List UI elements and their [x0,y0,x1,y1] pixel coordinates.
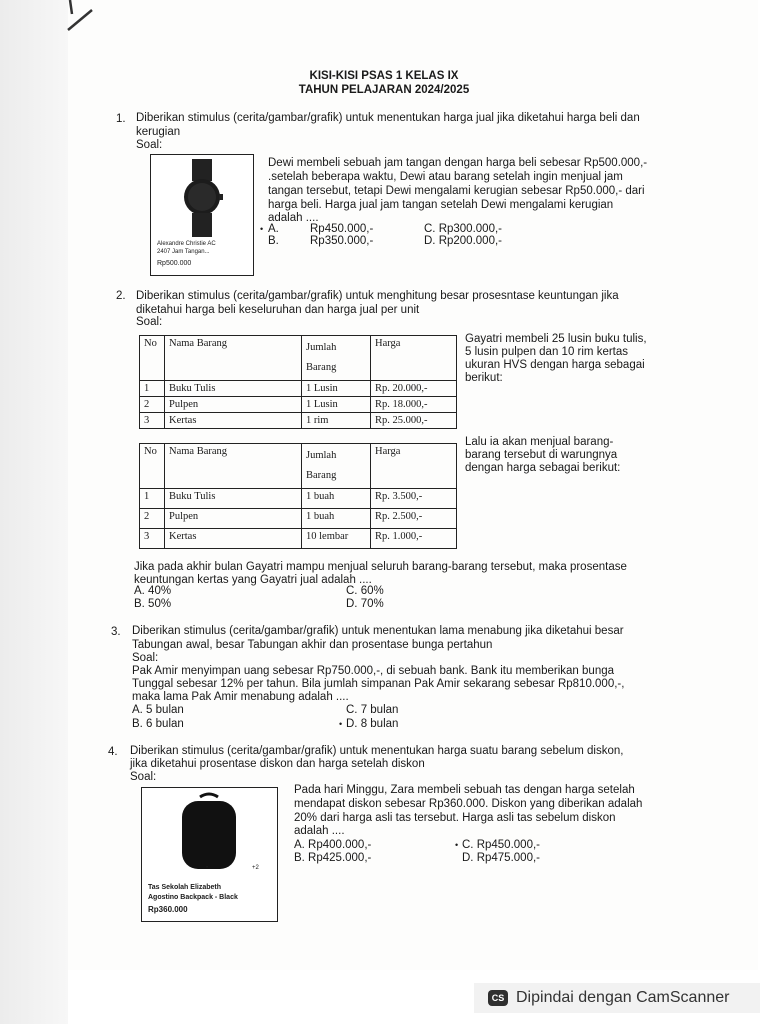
q1-watch-image [150,154,254,276]
q1-option-b-label: B. [268,235,279,247]
q3-option-a: A. 5 bulan [132,704,184,716]
q4-image-caption2: Agostino Backpack - Black [148,894,238,901]
q1-image-caption2: 2407 Jam Tangan... [157,249,210,255]
q2-number: 2. [116,290,126,302]
q4-text-line2: mendapat diskon sebesar Rp360.000. Diskon yang diberikan adalah [294,798,643,810]
q2-side-text2-line1: Lalu ia akan menjual barang- [465,436,614,448]
q1-number: 1. [116,113,126,125]
q3-number: 3. [111,626,121,638]
table1-header-no: No [140,336,165,381]
q1-option-c: C. Rp300.000,- [424,223,502,235]
purchase-price-table [139,335,457,429]
backpack-icon [174,791,244,871]
q4-image-caption1: Tas Sekolah Elizabeth [148,884,222,891]
q4-text-line4: adalah .... [294,825,345,837]
table-row: 1 Buku Tulis 1 buah Rp. 3.500,- [140,489,457,509]
q1-option-a: Rp450.000,- [310,223,374,235]
table1-header-qty: Jumlah Barang [302,336,371,381]
q1-text-line4: harga beli. Harga jual jam tangan setelah Dewi mengalami kerugian [268,199,614,211]
q2-indicator-line1: Diberikan stimulus (cerita/gambar/grafik) untuk menghitung besar prosesntase keuntungan jika [136,290,619,302]
table-row: 2 Pulpen 1 buah Rp. 2.500,- [140,509,457,529]
q1-option-d: D. Rp200.000,- [424,235,502,247]
q3-answer-mark: • [339,719,343,729]
q4-image-dot: • [206,865,209,871]
q3-option-c: C. 7 bulan [346,704,399,716]
q2-option-c: C. 60% [346,585,384,597]
table2-header-qty: Jumlah Barang [302,444,371,489]
q1-soal: Soal: [136,139,163,151]
q2-question-line2: keuntungan kertas yang Gayatri jual adalah .... [134,574,372,586]
doc-title-line2: TAHUN PELAJARAN 2024/2025 [298,84,470,96]
q1-image-price: Rp500.000 [157,260,192,267]
q4-number: 4. [108,746,118,758]
table2-header-no: No [140,444,165,489]
q2-question-line1: Jika pada akhir bulan Gayatri mampu menjual seluruh barang-barang tersebut, maka prosentase [134,561,627,573]
q3-text-line2: Tunggal sebesar 12% per tahun. Bila jumlah simpanan Pak Amir sekarang sebesar Rp810.000,-, [132,678,625,690]
table-row: 3 Kertas 1 rim Rp. 25.000,- [140,413,457,429]
q2-side-text1-line4: berikut: [465,372,503,384]
q3-soal: Soal: [132,652,159,664]
q3-option-b: B. 6 bulan [132,718,184,730]
q4-option-a: A. Rp400.000,- [294,839,372,851]
q1-text-line3: tangan tersebut, tetapi Dewi mengalami kerugian sebesar Rp50.000,- dari [268,185,645,197]
corner-pen-mark [66,0,94,36]
q4-indicator-line1: Diberikan stimulus (cerita/gambar/grafik) untuk menentukan harga suatu barang sebelum diskon, [130,745,624,757]
q4-answer-mark: • [455,840,459,850]
q4-soal: Soal: [130,771,157,783]
camscanner-text: Dipindai dengan CamScanner [516,989,730,1006]
q1-image-caption1: Alexandre Christie AC [157,241,216,247]
q4-text-line3: 20% dari harga asli tas tersebut. Harga asli tas sebelum diskon [294,812,616,824]
table1-header-price: Harga [371,336,457,381]
scan-margin [0,0,68,1024]
camscanner-watermark [474,983,760,1013]
q1-text-line2: .setelah beberapa waktu, Dewi atau barang setelah ingin menjual jam [268,171,623,183]
table1-header-name: Nama Barang [165,336,302,381]
table-row: 2 Pulpen 1 Lusin Rp. 18.000,- [140,397,457,413]
q2-soal: Soal: [136,316,163,328]
q4-text-line1: Pada hari Minggu, Zara membeli sebuah tas dengan harga setelah [294,784,635,796]
q1-indicator-line1: Diberikan stimulus (cerita/gambar/grafik) untuk menentukan harga jual jika diketahui harga beli dan [136,112,640,124]
q4-option-c: C. Rp450.000,- [462,839,540,851]
camscanner-logo-icon: CS [488,990,508,1006]
selling-price-table [139,443,457,549]
table-row: 1 Buku Tulis 1 Lusin Rp. 20.000,- [140,381,457,397]
q1-text-line1: Dewi membeli sebuah jam tangan dengan harga beli sebesar Rp500.000,- [268,157,648,169]
q3-indicator-line1: Diberikan stimulus (cerita/gambar/grafik) untuk menentukan lama menabung jika diketahui besar [132,625,624,637]
q4-image-price: Rp360.000 [148,905,188,914]
q2-option-d: D. 70% [346,598,384,610]
q4-image-badge: +2 [252,865,259,871]
q2-side-text2-line3: dengan harga sebagai berikut: [465,462,621,474]
q3-text-line1: Pak Amir menyimpan uang sebesar Rp750.000,-, di sebuah bank. Bank itu memberikan bunga [132,665,615,677]
table2-header-price: Harga [371,444,457,489]
q1-option-b: Rp350.000,- [310,235,374,247]
q3-indicator-line2: Tabungan awal, besar Tabungan akhir dan prosentase bunga pertahun [132,639,493,651]
q1-answer-mark: • [260,224,264,234]
q2-side-text1-line3: ukuran HVS dengan harga sebagai [465,359,645,371]
q4-option-b: B. Rp425.000,- [294,852,372,864]
q1-text-line5: adalah .... [268,212,319,224]
table-row: 3 Kertas 10 lembar Rp. 1.000,- [140,529,457,549]
q2-side-text2-line2: barang tersebut di warungnya [465,449,618,461]
table2-header-name: Nama Barang [165,444,302,489]
q3-option-d: D. 8 bulan [346,718,399,730]
q4-backpack-image [141,787,278,922]
doc-title-line1: KISI-KISI PSAS 1 KELAS IX [309,70,459,82]
q3-text-line3: maka lama Pak Amir menabung adalah .... [132,691,349,703]
q2-side-text1-line1: Gayatri membeli 25 lusin buku tulis, [465,333,647,345]
q1-indicator-line2: kerugian [136,126,181,138]
watch-icon [172,159,232,237]
q4-indicator-line2: jika diketahui prosentase diskon dan harga setelah diskon [130,758,425,770]
q4-option-d: D. Rp475.000,- [462,852,540,864]
q2-option-b: B. 50% [134,598,172,610]
q2-side-text1-line2: 5 lusin pulpen dan 10 rim kertas [465,346,629,358]
q2-indicator-line2: diketahui harga beli keseluruhan dan harga jual per unit [136,304,420,316]
q2-option-a: A. 40% [134,585,172,597]
q1-option-a-label: A. [268,223,279,235]
